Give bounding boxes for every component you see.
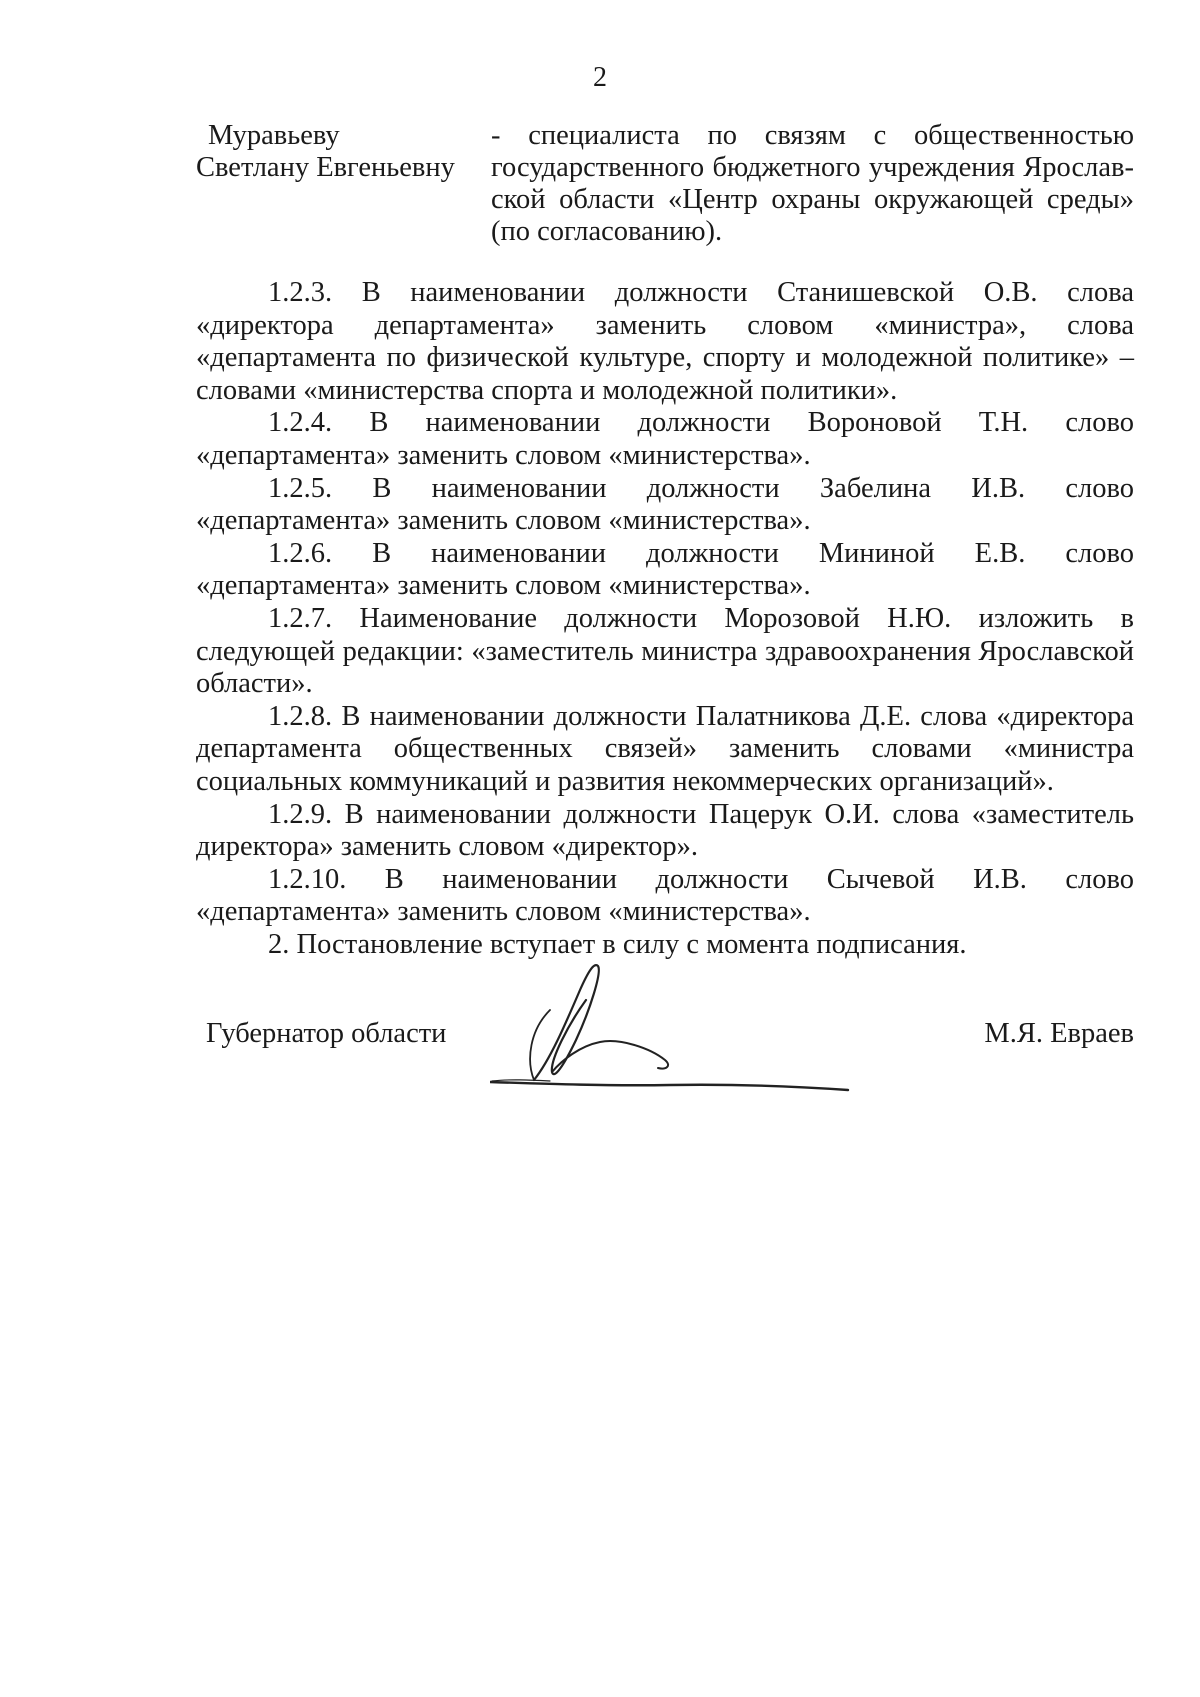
person-surname: Муравьеву [208, 120, 340, 151]
signature-row [206, 1018, 1134, 1068]
paragraph-1-2-7: 1.2.7. Наименование должности Морозовой Н.Ю. изложить в следующей редакции: «заместитель министра здравоохранения Ярославской области». [196, 602, 1134, 700]
person-role: - специалиста по связям с общественностью государственного бюджетного учреждения Ярославской области «Центр охраны окружающей среды» (по согласованию). [491, 120, 1134, 247]
paragraph-1-2-6: 1.2.6. В наименовании должности Мининой Е.В. слово «департамента» заменить словом «министерства». [196, 537, 1134, 602]
paragraph-1-2-3: 1.2.3. В наименовании должности Станишевской О.В. слова «директора департамента» заменить словом «министра», слова «департамента по физической культуре, спорту и молодежной политике» – словами «министерства спорта и молодежной политики». [196, 277, 1134, 406]
paragraph-2: 2. Постановление вступает в силу с момента подписания. [268, 928, 967, 960]
person-name [196, 120, 486, 184]
paragraph-1-2-5: 1.2.5. В наименовании должности Забелина И.В. слово «департамента» заменить словом «министерства». [196, 472, 1134, 537]
paragraph-1-2-4: 1.2.4. В наименовании должности Вороновой Т.Н. слово «департамента» заменить словом «министерства». [196, 407, 1134, 471]
paragraph-1-2-10: 1.2.10. В наименовании должности Сычевой И.В. слово «департамента» заменить словом «министерства». [196, 863, 1134, 928]
paragraph-1-2-9: 1.2.9. В наименовании должности Пацерук О.И. слова «заместитель директора» заменить словом «директор». [196, 798, 1134, 863]
document-body [196, 277, 1134, 961]
signer-name: М.Я. Евраев [984, 1018, 1134, 1049]
signer-title: Губернатор области [206, 1018, 447, 1049]
person-given-names: Светлану Евгеньевну [196, 152, 455, 183]
paragraph-1-2-8: 1.2.8. В наименовании должности Палатникова Д.Е. слова «директора департамента общественных связей» заменить словами «министра социальных коммуникаций и развития некоммерческих организаций». [196, 700, 1134, 797]
page-number: 2 [593, 62, 607, 93]
